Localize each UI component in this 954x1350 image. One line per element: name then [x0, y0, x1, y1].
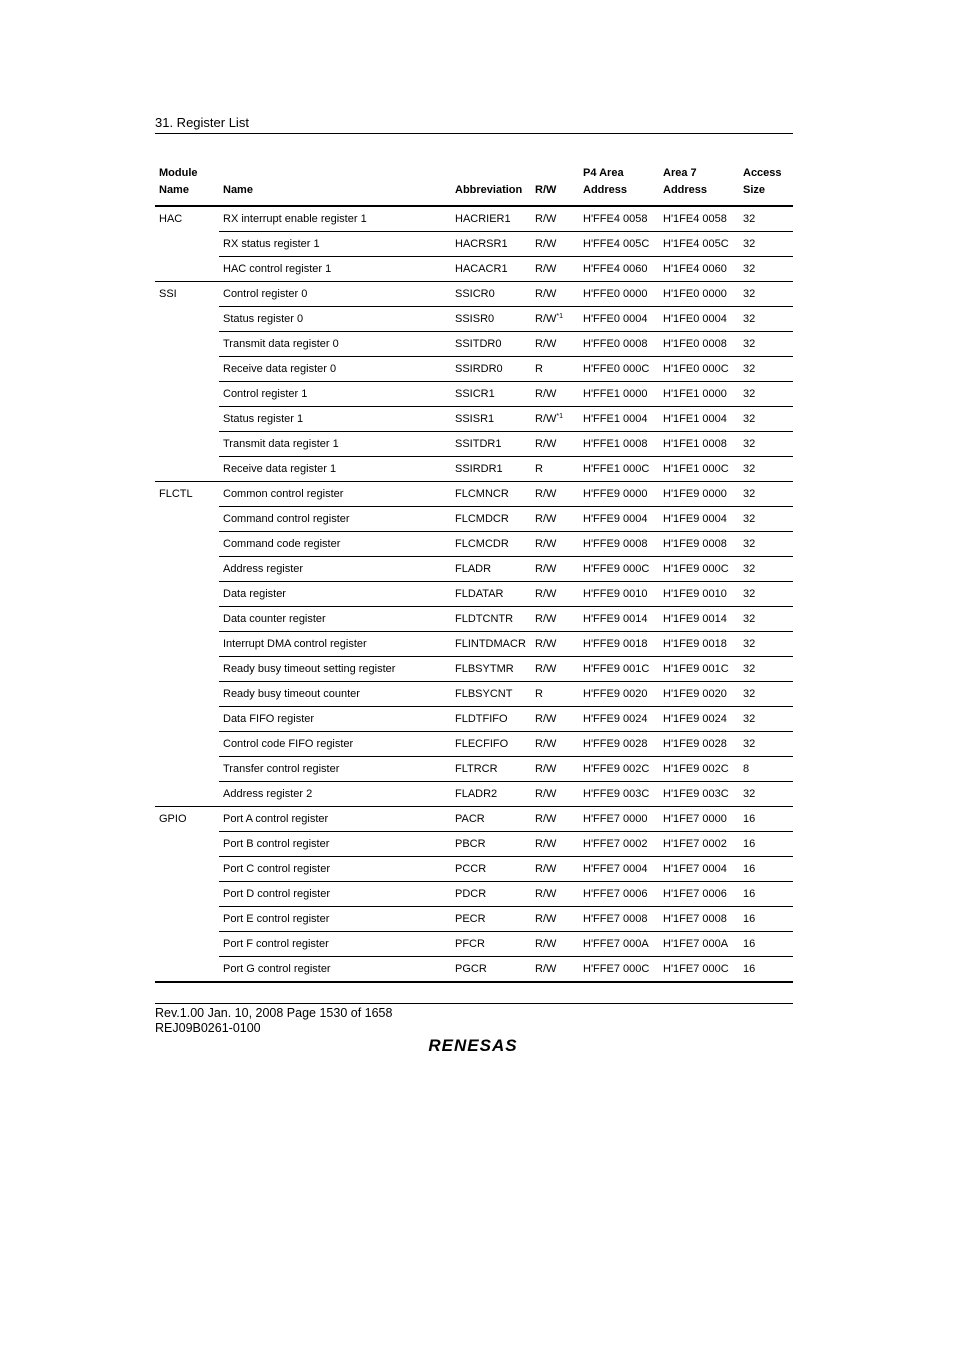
rw-cell: R/W	[531, 507, 579, 532]
area7-address-cell: H'1FE7 0008	[659, 907, 739, 932]
table-row	[155, 357, 793, 382]
table-row	[155, 832, 793, 857]
table-row	[155, 206, 793, 232]
area7-address-cell: H'1FE1 0008	[659, 432, 739, 457]
access-size-cell: 32	[739, 382, 793, 407]
access-size-cell: 32	[739, 257, 793, 282]
abbreviation-cell: SSITDR1	[451, 432, 531, 457]
name-cell: Transmit data register 1	[219, 432, 451, 457]
module-cell	[155, 932, 219, 957]
access-size-cell: 16	[739, 957, 793, 983]
p4-address-cell: H'FFE7 0004	[579, 857, 659, 882]
access-size-cell: 32	[739, 632, 793, 657]
abbreviation-cell: FLDTFIFO	[451, 707, 531, 732]
access-size-cell: 16	[739, 907, 793, 932]
abbreviation-cell: PECR	[451, 907, 531, 932]
name-cell: Port E control register	[219, 907, 451, 932]
module-cell	[155, 607, 219, 632]
abbreviation-cell: PCCR	[451, 857, 531, 882]
name-cell: Control register 0	[219, 282, 451, 307]
rw-cell: R/W	[531, 932, 579, 957]
p4-address-cell: H'FFE1 0008	[579, 432, 659, 457]
rw-cell: R/W	[531, 432, 579, 457]
access-size-cell: 32	[739, 206, 793, 232]
rw-cell: R/W	[531, 832, 579, 857]
rw-cell: R/W	[531, 632, 579, 657]
module-cell: SSI	[159, 287, 177, 300]
area7-address-cell: H'1FE7 000A	[659, 932, 739, 957]
table-row	[155, 632, 793, 657]
abbreviation-cell: HACACR1	[451, 257, 531, 282]
abbreviation-cell: FLCMDCR	[451, 507, 531, 532]
rw-cell: $R/W^{*1}$	[531, 407, 579, 432]
p4-address-cell: H'FFE9 0004	[579, 507, 659, 532]
access-size-cell: 32	[739, 482, 793, 507]
name-cell: Address register 2	[219, 782, 451, 807]
table-row	[155, 457, 793, 482]
name-cell: Ready busy timeout counter	[219, 682, 451, 707]
access-size-cell: 32	[739, 407, 793, 432]
footnote-marker: *1	[556, 312, 564, 320]
p4-address-cell: H'FFE9 0018	[579, 632, 659, 657]
rw-cell: R/W	[531, 332, 579, 357]
table-header	[155, 156, 793, 206]
p4-address-cell: H'FFE4 005C	[579, 232, 659, 257]
p4-address-cell: H'FFE1 000C	[579, 457, 659, 482]
table-row	[155, 532, 793, 557]
area7-address-cell: H'1FE9 0020	[659, 682, 739, 707]
access-size-cell: 32	[739, 507, 793, 532]
area7-address-cell: H'1FE0 0008	[659, 332, 739, 357]
table-row	[155, 857, 793, 882]
table-row	[155, 407, 793, 432]
access-size-cell: 32	[739, 582, 793, 607]
table-row	[155, 707, 793, 732]
rw-cell: R/W	[531, 482, 579, 507]
module-cell	[155, 232, 219, 257]
module-cell	[155, 732, 219, 757]
abbreviation-cell: FLCMNCR	[451, 482, 531, 507]
renesas-logo-text: RENESAS	[428, 1036, 518, 1054]
area7-address-cell: H'1FE7 000C	[659, 957, 739, 983]
access-size-cell: 16	[739, 857, 793, 882]
module-cell: GPIO	[159, 812, 187, 825]
rw-cell: R	[531, 357, 579, 382]
name-cell: Port C control register	[219, 857, 451, 882]
table-body	[155, 206, 793, 982]
abbreviation-cell: PBCR	[451, 832, 531, 857]
abbreviation-cell: HACRIER1	[451, 206, 531, 232]
name-cell: Port F control register	[219, 932, 451, 957]
p4-address-cell: H'FFE9 0020	[579, 682, 659, 707]
abbreviation-cell: FLDATAR	[451, 582, 531, 607]
access-size-cell: 32	[739, 282, 793, 307]
access-size-cell: 32	[739, 457, 793, 482]
area7-address-cell: H'1FE7 0002	[659, 832, 739, 857]
abbreviation-cell: FLBSYCNT	[451, 682, 531, 707]
area7-address-cell: H'1FE0 000C	[659, 357, 739, 382]
name-cell: Data counter register	[219, 607, 451, 632]
access-size-cell: 32	[739, 307, 793, 332]
abbreviation-cell: SSIRDR1	[451, 457, 531, 482]
area7-address-cell: H'1FE9 0000	[659, 482, 739, 507]
rw-cell: R/W	[531, 532, 579, 557]
rw-cell: R/W	[531, 282, 579, 307]
area7-address-cell: H'1FE4 0058	[659, 206, 739, 232]
table-row	[155, 882, 793, 907]
module-cell	[155, 357, 219, 382]
name-cell: RX status register 1	[219, 232, 451, 257]
module-cell	[155, 582, 219, 607]
name-cell: Address register	[219, 557, 451, 582]
area7-address-cell: H'1FE9 000C	[659, 557, 739, 582]
name-cell: Data register	[219, 582, 451, 607]
revision-line: Rev.1.00 Jan. 10, 2008 Page 1530 of 1658	[155, 1006, 393, 1020]
module-cell	[155, 307, 219, 332]
area7-address-cell: H'1FE1 000C	[659, 457, 739, 482]
abbreviation-cell: FLTRCR	[451, 757, 531, 782]
rw-cell: R/W	[531, 707, 579, 732]
area7-address-cell: H'1FE9 001C	[659, 657, 739, 682]
area7-address-cell: H'1FE7 0004	[659, 857, 739, 882]
module-cell	[155, 632, 219, 657]
name-cell: Command control register	[219, 507, 451, 532]
area7-address-cell: H'1FE4 0060	[659, 257, 739, 282]
footer-info	[155, 1006, 392, 1036]
table-row	[155, 332, 793, 357]
p4-address-cell: H'FFE9 0014	[579, 607, 659, 632]
module-cell	[155, 832, 219, 857]
header-rule	[155, 133, 793, 134]
access-size-cell: 32	[739, 432, 793, 457]
col-rw: R/W	[531, 156, 579, 206]
access-size-cell: 32	[739, 557, 793, 582]
access-size-cell: 32	[739, 357, 793, 382]
area7-address-cell: H'1FE9 0010	[659, 582, 739, 607]
access-size-cell: 8	[739, 757, 793, 782]
abbreviation-cell: FLDTCNTR	[451, 607, 531, 632]
table-row	[155, 282, 793, 307]
p4-address-cell: H'FFE7 0008	[579, 907, 659, 932]
access-size-cell: 32	[739, 232, 793, 257]
abbreviation-cell: FLADR2	[451, 782, 531, 807]
col-area7-address: Area 7 Address	[659, 156, 739, 206]
name-cell: HAC control register 1	[219, 257, 451, 282]
p4-address-cell: H'FFE9 0010	[579, 582, 659, 607]
p4-address-cell: H'FFE9 001C	[579, 657, 659, 682]
table-row	[155, 382, 793, 407]
name-cell: Status register 0	[219, 307, 451, 332]
table-row	[155, 732, 793, 757]
area7-address-cell: H'1FE9 0008	[659, 532, 739, 557]
module-cell	[155, 757, 219, 782]
module-cell	[155, 507, 219, 532]
p4-address-cell: H'FFE9 0024	[579, 707, 659, 732]
area7-address-cell: H'1FE9 0014	[659, 607, 739, 632]
area7-address-cell: H'1FE1 0004	[659, 407, 739, 432]
area7-address-cell: H'1FE9 0028	[659, 732, 739, 757]
name-cell: Receive data register 1	[219, 457, 451, 482]
table-row	[155, 657, 793, 682]
p4-address-cell: H'FFE7 000A	[579, 932, 659, 957]
abbreviation-cell: FLADR	[451, 557, 531, 582]
abbreviation-cell: SSISR1	[451, 407, 531, 432]
rw-cell: R/W	[531, 657, 579, 682]
rw-cell: R/W	[531, 907, 579, 932]
rw-cell: R/W	[531, 582, 579, 607]
renesas-logo	[413, 1036, 533, 1054]
p4-address-cell: H'FFE9 003C	[579, 782, 659, 807]
access-size-cell: 32	[739, 607, 793, 632]
rw-cell: R/W	[531, 857, 579, 882]
name-cell: Port B control register	[219, 832, 451, 857]
module-cell	[155, 432, 219, 457]
area7-address-cell: H'1FE9 0024	[659, 707, 739, 732]
abbreviation-cell: SSISR0	[451, 307, 531, 332]
module-cell	[155, 782, 219, 807]
p4-address-cell: H'FFE9 0008	[579, 532, 659, 557]
footer-rule	[155, 1003, 793, 1004]
access-size-cell: 32	[739, 732, 793, 757]
table-row	[155, 232, 793, 257]
access-size-cell: 16	[739, 832, 793, 857]
rw-cell: R/W	[531, 557, 579, 582]
access-size-cell: 16	[739, 882, 793, 907]
footnote-marker: *1	[556, 412, 564, 420]
abbreviation-cell: FLINTDMACR	[451, 632, 531, 657]
p4-address-cell: H'FFE7 0002	[579, 832, 659, 857]
module-cell: HAC	[159, 212, 183, 225]
module-cell	[155, 857, 219, 882]
name-cell: Port A control register	[219, 807, 451, 832]
table-row	[155, 482, 793, 507]
p4-address-cell: H'FFE9 0028	[579, 732, 659, 757]
access-size-cell: 32	[739, 532, 793, 557]
area7-address-cell: H'1FE0 0004	[659, 307, 739, 332]
table-row	[155, 807, 793, 832]
name-cell: Data FIFO register	[219, 707, 451, 732]
module-cell: FLCTL	[159, 487, 193, 500]
rw-cell: R/W	[531, 882, 579, 907]
table-row	[155, 582, 793, 607]
abbreviation-cell: FLECFIFO	[451, 732, 531, 757]
module-cell	[155, 882, 219, 907]
p4-address-cell: H'FFE0 0008	[579, 332, 659, 357]
table-row	[155, 907, 793, 932]
name-cell: Common control register	[219, 482, 451, 507]
table-row	[155, 432, 793, 457]
rw-cell: R/W	[531, 732, 579, 757]
area7-address-cell: H'1FE9 0018	[659, 632, 739, 657]
abbreviation-cell: PFCR	[451, 932, 531, 957]
col-name: Name	[219, 156, 451, 206]
name-cell: RX interrupt enable register 1	[219, 206, 451, 232]
table-row	[155, 932, 793, 957]
abbreviation-cell: SSITDR0	[451, 332, 531, 357]
module-cell	[155, 257, 219, 282]
area7-address-cell: H'1FE9 002C	[659, 757, 739, 782]
area7-address-cell: H'1FE9 0004	[659, 507, 739, 532]
name-cell: Ready busy timeout setting register	[219, 657, 451, 682]
p4-address-cell: H'FFE4 0058	[579, 206, 659, 232]
col-abbreviation: Abbreviation	[451, 156, 531, 206]
abbreviation-cell: SSIRDR0	[451, 357, 531, 382]
rw-cell: R/W	[531, 382, 579, 407]
table-row	[155, 782, 793, 807]
module-cell	[155, 382, 219, 407]
table-row	[155, 507, 793, 532]
col-access-size: Access Size	[739, 156, 793, 206]
abbreviation-cell: SSICR0	[451, 282, 531, 307]
access-size-cell: 16	[739, 807, 793, 832]
rw-cell: R/W	[531, 957, 579, 983]
module-cell	[155, 682, 219, 707]
area7-address-cell: H'1FE7 0000	[659, 807, 739, 832]
rw-cell: R/W	[531, 757, 579, 782]
rw-cell: R/W	[531, 257, 579, 282]
rw-cell: R	[531, 682, 579, 707]
table-row	[155, 557, 793, 582]
module-cell	[155, 957, 219, 983]
area7-address-cell: H'1FE7 0006	[659, 882, 739, 907]
p4-address-cell: H'FFE0 000C	[579, 357, 659, 382]
table-row	[155, 307, 793, 332]
abbreviation-cell: PDCR	[451, 882, 531, 907]
module-cell	[155, 557, 219, 582]
p4-address-cell: H'FFE4 0060	[579, 257, 659, 282]
module-cell	[155, 407, 219, 432]
rw-cell: R/W	[531, 206, 579, 232]
module-cell	[155, 707, 219, 732]
area7-address-cell: H'1FE4 005C	[659, 232, 739, 257]
p4-address-cell: H'FFE1 0004	[579, 407, 659, 432]
name-cell: Port D control register	[219, 882, 451, 907]
abbreviation-cell: PACR	[451, 807, 531, 832]
name-cell: Command code register	[219, 532, 451, 557]
p4-address-cell: H'FFE7 000C	[579, 957, 659, 983]
table-row	[155, 607, 793, 632]
table-row	[155, 682, 793, 707]
name-cell: Transfer control register	[219, 757, 451, 782]
name-cell: Control register 1	[219, 382, 451, 407]
access-size-cell: 32	[739, 682, 793, 707]
area7-address-cell: H'1FE9 003C	[659, 782, 739, 807]
document-number: REJ09B0261-0100	[155, 1021, 261, 1035]
abbreviation-cell: HACRSR1	[451, 232, 531, 257]
p4-address-cell: H'FFE9 000C	[579, 557, 659, 582]
rw-cell: R/W	[531, 607, 579, 632]
table-row	[155, 957, 793, 983]
p4-address-cell: H'FFE7 0000	[579, 807, 659, 832]
name-cell: Receive data register 0	[219, 357, 451, 382]
name-cell: Status register 1	[219, 407, 451, 432]
name-cell: Interrupt DMA control register	[219, 632, 451, 657]
rw-cell: R	[531, 457, 579, 482]
p4-address-cell: H'FFE0 0000	[579, 282, 659, 307]
p4-address-cell: H'FFE9 002C	[579, 757, 659, 782]
access-size-cell: 32	[739, 707, 793, 732]
p4-address-cell: H'FFE7 0006	[579, 882, 659, 907]
name-cell: Port G control register	[219, 957, 451, 983]
abbreviation-cell: PGCR	[451, 957, 531, 983]
module-cell	[155, 532, 219, 557]
rw-cell: R/W	[531, 232, 579, 257]
module-cell	[155, 657, 219, 682]
rw-cell: R/W	[531, 782, 579, 807]
access-size-cell: 32	[739, 332, 793, 357]
abbreviation-cell: SSICR1	[451, 382, 531, 407]
access-size-cell: 32	[739, 657, 793, 682]
register-table	[155, 156, 793, 983]
table-row	[155, 757, 793, 782]
abbreviation-cell: FLCMCDR	[451, 532, 531, 557]
rw-cell: R/W	[531, 807, 579, 832]
col-module: Module Name	[155, 156, 219, 206]
module-cell	[155, 332, 219, 357]
p4-address-cell: H'FFE1 0000	[579, 382, 659, 407]
area7-address-cell: H'1FE0 0000	[659, 282, 739, 307]
name-cell: Control code FIFO register	[219, 732, 451, 757]
rw-cell: $R/W^{*1}$	[531, 307, 579, 332]
name-cell: Transmit data register 0	[219, 332, 451, 357]
p4-address-cell: H'FFE9 0000	[579, 482, 659, 507]
p4-address-cell: H'FFE0 0004	[579, 307, 659, 332]
module-cell	[155, 907, 219, 932]
section-title: 31. Register List	[155, 115, 249, 130]
module-cell	[155, 457, 219, 482]
col-p4-address: P4 Area Address	[579, 156, 659, 206]
access-size-cell: 16	[739, 932, 793, 957]
abbreviation-cell: FLBSYTMR	[451, 657, 531, 682]
table-row	[155, 257, 793, 282]
access-size-cell: 32	[739, 782, 793, 807]
area7-address-cell: H'1FE1 0000	[659, 382, 739, 407]
